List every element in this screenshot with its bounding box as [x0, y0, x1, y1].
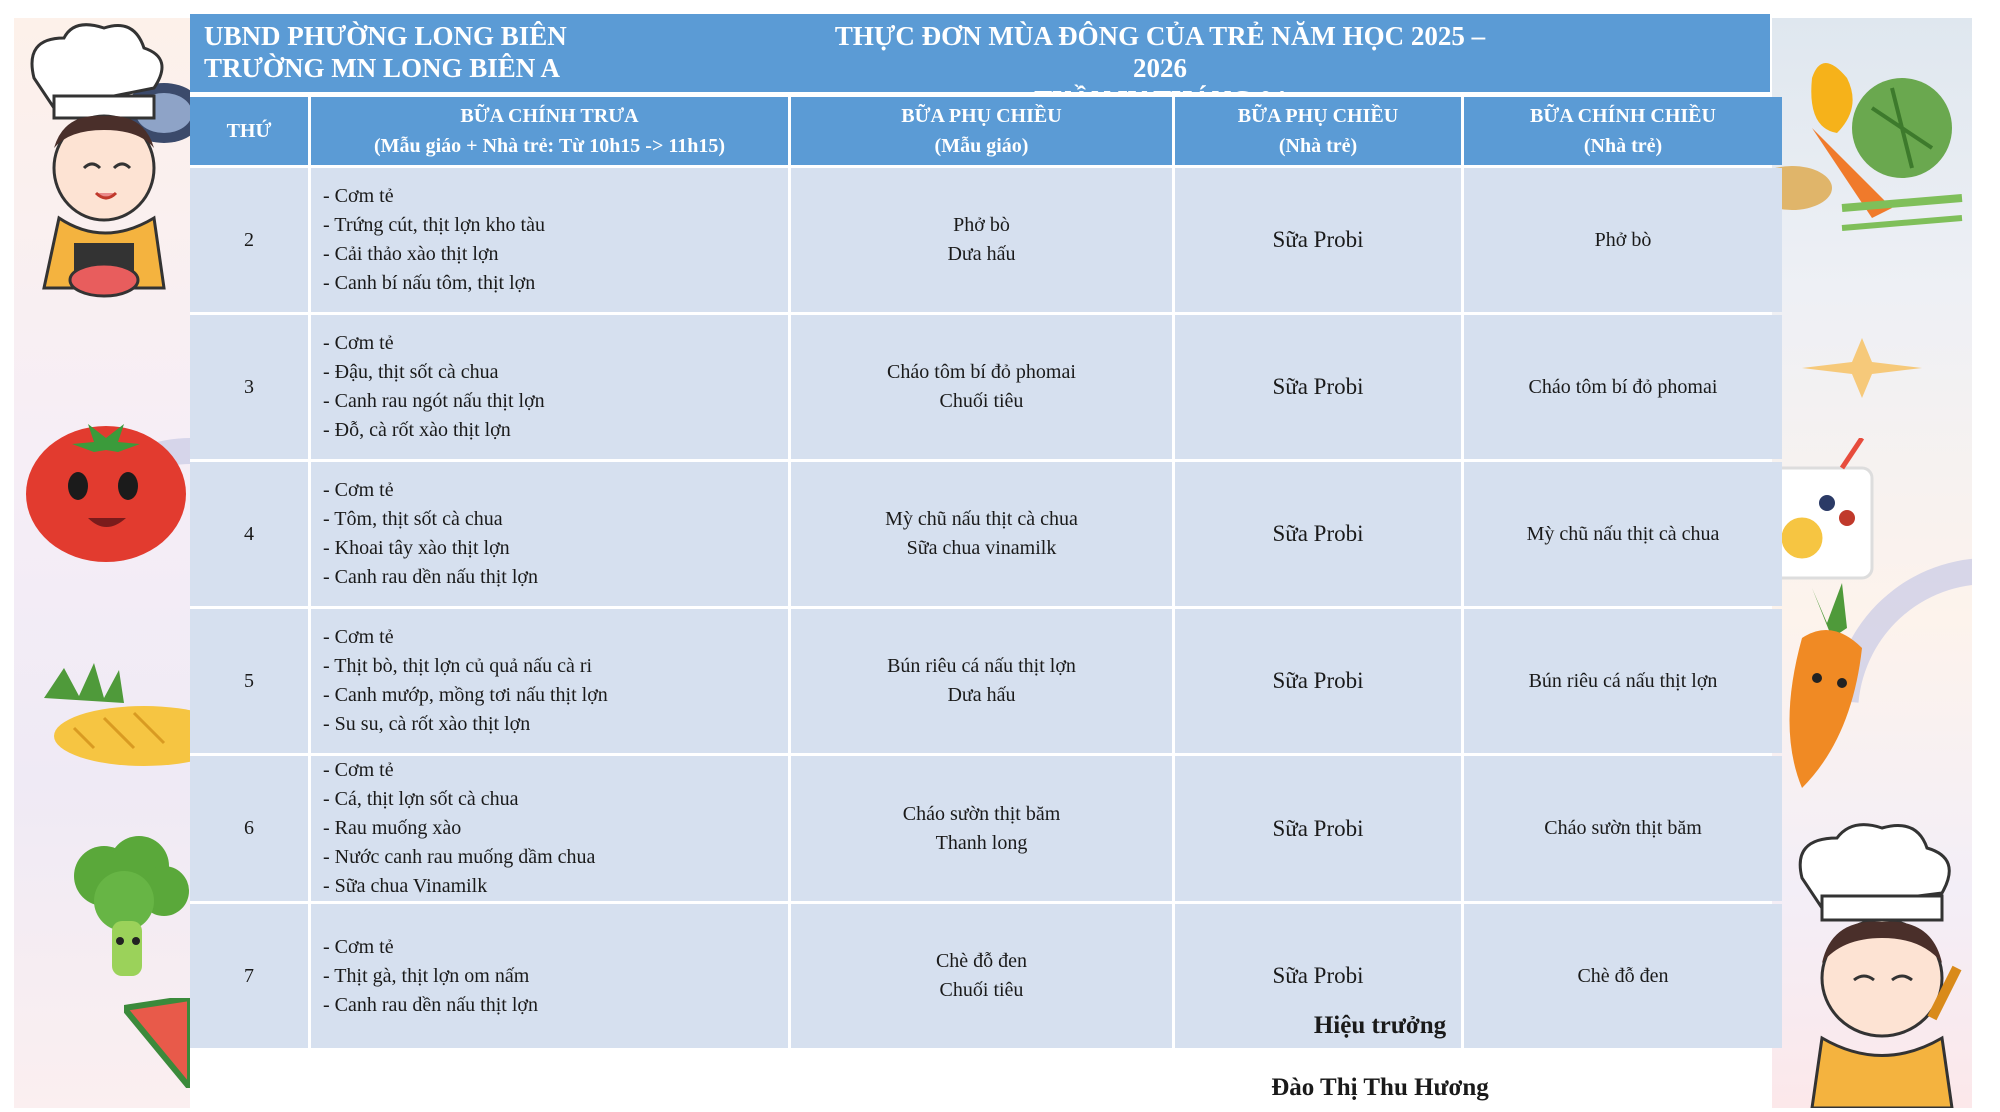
- column-header-snack-kindergarten: BỮA PHỤ CHIỀU (Mẫu giáo): [791, 97, 1172, 165]
- snack-kindergarten-cell: [791, 462, 1172, 606]
- lunch-cell: [311, 168, 788, 312]
- dinner-dish: Mỳ chũ nấu thịt cà chua: [1526, 522, 1720, 545]
- lunch-cell: [311, 609, 788, 753]
- dinner-nursery-cell: [1464, 168, 1782, 312]
- chef-girl-icon: [14, 18, 190, 308]
- snack-dish: Chuối tiêu: [939, 390, 1024, 412]
- snack-dish: Mỳ chũ nấu thịt cà chua: [885, 508, 1078, 530]
- dinner-nursery-cell: [1464, 315, 1782, 459]
- lunch-cell: [311, 904, 788, 1048]
- lunch-dish: - Canh rau dền nấu thịt lợn: [323, 566, 538, 588]
- snack-dish: Cháo tôm bí đỏ phomai: [887, 361, 1076, 383]
- table-row: [190, 462, 1782, 606]
- day-cell: 2: [190, 168, 308, 312]
- dinner-nursery-cell: [1464, 462, 1782, 606]
- column-header-lunch: BỮA CHÍNH TRƯA (Mẫu giáo + Nhà trẻ: Từ 10h15 -> 11h15): [311, 97, 788, 165]
- dinner-nursery-cell: [1464, 609, 1782, 753]
- day-cell: 3: [190, 315, 308, 459]
- table-row: [190, 168, 1782, 312]
- menu-sheet: [190, 14, 1770, 1101]
- dinner-nursery-cell: [1464, 756, 1782, 901]
- day-cell: 6: [190, 756, 308, 901]
- snack-nursery-cell: Sữa Probi: [1175, 756, 1461, 901]
- lunch-dish: - Canh mướp, mồng tơi nấu thịt lợn: [323, 684, 608, 706]
- column-header-snack-nursery: BỮA PHỤ CHIỀU (Nhà trẻ): [1175, 97, 1461, 165]
- day-cell: 4: [190, 462, 308, 606]
- snack-kindergarten-cell: [791, 904, 1172, 1048]
- column-header-day: THỨ: [190, 97, 308, 165]
- lunch-dish: - Trứng cút, thịt lợn kho tàu: [323, 214, 545, 236]
- lunch-cell: [311, 756, 788, 901]
- snack-nursery-cell: Sữa Probi: [1175, 462, 1461, 606]
- principal-title: Hiệu trưởng: [1313, 1012, 1447, 1039]
- snack-kindergarten-cell: [791, 609, 1172, 753]
- snack-nursery-cell: Sữa Probi: [1175, 904, 1461, 1048]
- table-row: [190, 315, 1782, 459]
- dinner-dish: Chè đỗ đen: [1577, 964, 1669, 987]
- carrot-icon: [1772, 578, 1882, 798]
- lemonade-icon: [1772, 438, 1912, 588]
- lunch-dish: - Thịt bò, thịt lợn củ quả nấu cà ri: [323, 655, 593, 677]
- snack-dish: Thanh long: [935, 831, 1028, 854]
- snack-dish: Dưa hấu: [947, 684, 1016, 706]
- chef-girl-icon: [1782, 818, 1972, 1108]
- lunch-dish: - Cơm tẻ: [323, 759, 394, 781]
- vegetables-icon: [1772, 38, 1972, 288]
- lunch-dish: - Cá, thịt lợn sốt cà chua: [323, 788, 519, 810]
- column-header-dinner-nursery: BỮA CHÍNH CHIỀU (Nhà trẻ): [1464, 97, 1782, 165]
- lunch-dish: - Canh rau ngót nấu thịt lợn: [323, 390, 545, 412]
- lunch-dish: - Cơm tẻ: [323, 626, 394, 648]
- snack-dish: Chuối tiêu: [939, 979, 1024, 1001]
- lunch-dish: - Nước canh rau muống dầm chua: [323, 846, 596, 868]
- snack-nursery-cell: Sữa Probi: [1175, 609, 1461, 753]
- snack-nursery-cell: Sữa Probi: [1175, 168, 1461, 312]
- lunch-dish: - Cơm tẻ: [323, 935, 394, 958]
- left-decoration-panel: [14, 18, 190, 1108]
- snack-dish: Dưa hấu: [947, 243, 1016, 265]
- organization-block: [204, 20, 567, 84]
- organization-line-1: UBND PHƯỜNG LONG BIÊN: [204, 21, 567, 51]
- dinner-dish: Cháo tôm bí đỏ phomai: [1528, 375, 1718, 398]
- snack-kindergarten-cell: [791, 756, 1172, 901]
- lunch-dish: - Thịt gà, thịt lợn om nấm: [323, 964, 530, 987]
- lunch-dish: - Cải thảo xào thịt lợn: [323, 243, 499, 265]
- lunch-dish: - Đậu, thịt sốt cà chua: [323, 361, 499, 383]
- dinner-dish: Cháo sườn thịt băm: [1544, 817, 1702, 839]
- right-decoration-panel: [1772, 18, 1972, 1108]
- menu-table: [187, 94, 1785, 1051]
- pineapple-icon: [24, 658, 190, 768]
- table-header-row: [190, 97, 1782, 165]
- menu-title: THỰC ĐƠN MÙA ĐÔNG CỦA TRẺ NĂM HỌC 2025 – 2026: [834, 21, 1486, 83]
- tomato-icon: [18, 406, 188, 566]
- snack-dish: Sữa chua vinamilk: [906, 537, 1057, 559]
- lunch-dish: - Canh rau dền nấu thịt lợn: [323, 993, 538, 1016]
- day-cell: 7: [190, 904, 308, 1048]
- header-bar: [190, 14, 1770, 92]
- snack-dish: Bún riêu cá nấu thịt lợn: [887, 655, 1076, 677]
- lunch-dish: - Canh bí nấu tôm, thịt lợn: [323, 272, 536, 294]
- lunch-dish: - Đỗ, cà rốt xào thịt lợn: [323, 419, 511, 441]
- lunch-dish: - Cơm tẻ: [323, 185, 394, 207]
- principal-name: Đào Thị Thu Hương: [1271, 1074, 1489, 1101]
- snack-dish: Phở bò: [953, 214, 1010, 236]
- lunch-cell: [311, 315, 788, 459]
- snack-kindergarten-cell: [791, 168, 1172, 312]
- lunch-dish: - Khoai tây xào thịt lợn: [323, 537, 510, 559]
- organization-line-2: TRƯỜNG MN LONG BIÊN A: [204, 53, 561, 83]
- table-row: [190, 756, 1782, 901]
- broccoli-icon: [64, 836, 190, 986]
- snack-kindergarten-cell: [791, 315, 1172, 459]
- watermelon-icon: [124, 998, 190, 1088]
- snack-dish: Chè đỗ đen: [935, 950, 1028, 972]
- menu-table-body: [190, 168, 1782, 1048]
- lunch-dish: - Rau muống xào: [323, 817, 462, 839]
- lunch-dish: - Su su, cà rốt xào thịt lợn: [323, 713, 531, 735]
- day-cell: 5: [190, 609, 308, 753]
- table-row: [190, 609, 1782, 753]
- dinner-dish: Phở bò: [1594, 228, 1652, 251]
- lunch-dish: - Tôm, thịt sốt cà chua: [323, 508, 503, 530]
- snack-dish: Cháo sườn thịt băm: [902, 802, 1061, 825]
- lunch-dish: - Cơm tẻ: [323, 332, 394, 354]
- lunch-dish: - Cơm tẻ: [323, 479, 394, 501]
- snack-nursery-cell: Sữa Probi: [1175, 315, 1461, 459]
- dinner-dish: Bún riêu cá nấu thịt lợn: [1528, 669, 1718, 692]
- lunch-dish: - Sữa chua Vinamilk: [323, 875, 488, 897]
- star-icon: [1802, 338, 1922, 398]
- lunch-cell: [311, 462, 788, 606]
